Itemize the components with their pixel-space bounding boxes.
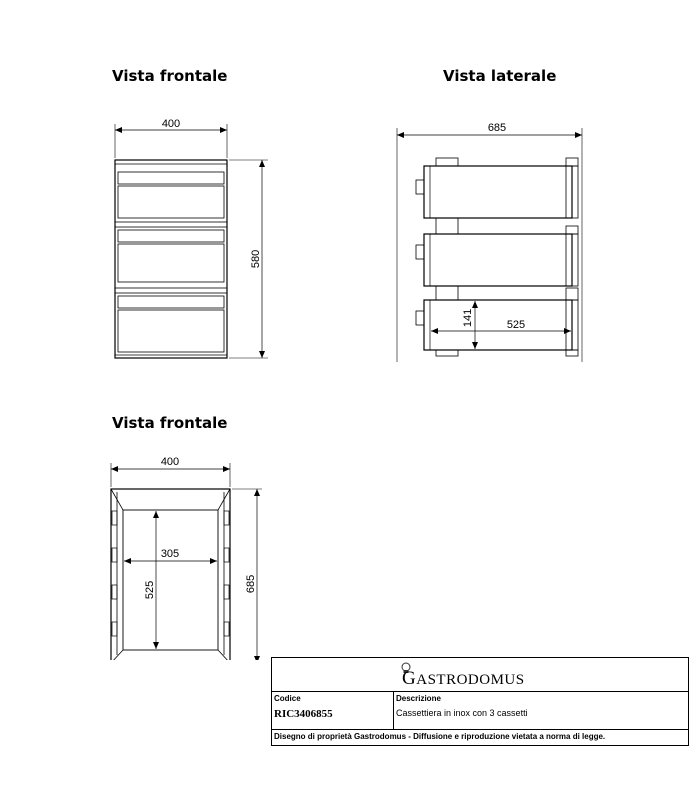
brand-initial: G: [402, 668, 417, 689]
copyright-note: Disegno di proprietà Gastrodomus - Diffusione e riproduzione vietata a norma di legge.: [274, 732, 606, 741]
side-view-title: Vista laterale: [443, 67, 557, 85]
front-width-dimension: [115, 118, 227, 158]
bottom-height-dimension: [232, 489, 262, 660]
side-drawer-depth-dimension: [431, 319, 571, 331]
description-cell: [394, 691, 688, 729]
code-label: Codice: [274, 694, 301, 703]
front-inner-view: [111, 489, 230, 660]
side-depth-dimension: [397, 122, 582, 362]
title-block: [271, 657, 689, 746]
front-height-dimension: [229, 160, 268, 358]
bottom-inner-width-dimension: [124, 548, 217, 561]
title-block-logo-row: [272, 658, 688, 692]
front-view-title: Vista frontale: [112, 67, 228, 85]
description-value: Cassettiera in inox con 3 cassetti: [396, 708, 528, 718]
description-label: Descrizione: [396, 694, 441, 703]
bottom-inner-height-dimension: [144, 511, 156, 649]
side-drawer-height-dimension: [462, 301, 475, 349]
code-cell: [272, 691, 394, 729]
bottom-height-label: 685: [245, 574, 257, 594]
bottom-inner-height-label: 525: [144, 580, 156, 600]
front-view: [115, 160, 227, 358]
side-depth-label: 685: [487, 122, 507, 134]
bottom-width-label: 400: [160, 456, 180, 468]
front-width-label: 400: [161, 118, 181, 130]
front-height-label: 580: [250, 249, 262, 269]
side-drawer-depth-label: 525: [506, 319, 526, 331]
title-block-data-row: [272, 691, 688, 730]
side-view: [416, 158, 578, 356]
brand-logo: [402, 668, 525, 690]
bottom-inner-width-label: 305: [160, 548, 180, 560]
brand-name: ASTRODOMUS: [416, 672, 525, 688]
front-view-bottom-title: Vista frontale: [112, 414, 228, 432]
bottom-width-dimension: [111, 456, 230, 487]
code-value: RIC3406855: [274, 708, 333, 720]
side-drawer-height-label: 141: [462, 308, 474, 328]
